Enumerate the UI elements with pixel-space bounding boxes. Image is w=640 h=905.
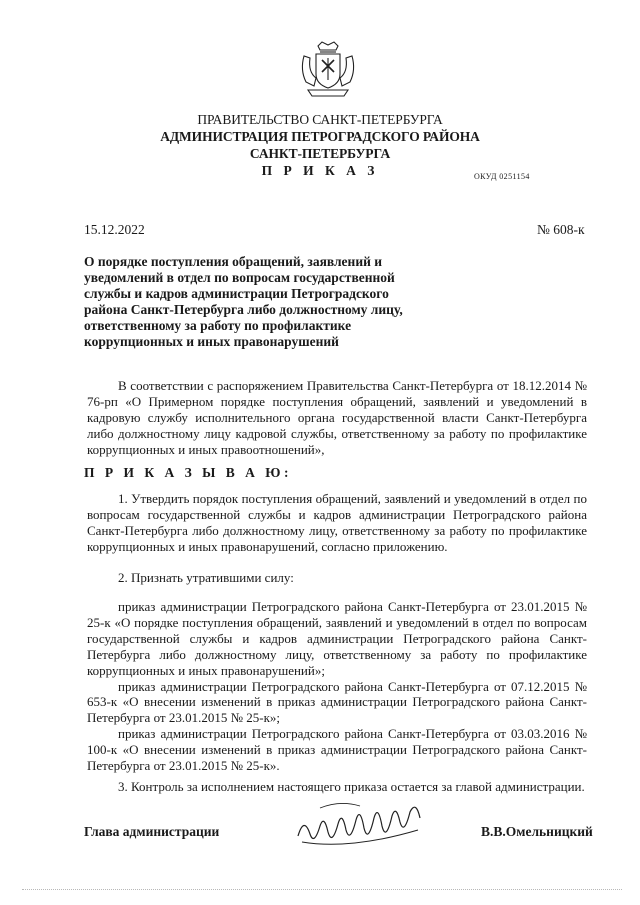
header-administration: АДМИНИСТРАЦИЯ ПЕТРОГРАДСКОГО РАЙОНА xyxy=(160,129,480,144)
header-city: САНКТ-ПЕТЕРБУРГА xyxy=(249,146,391,161)
item-1-text: 1. Утвердить порядок поступления обращений, заявлений и уведомлений в отдел по вопросам государственной службы и кадров администрации Петроградского района Санкт-Петербурга либо должностному лицу, ответственному за работу по профилактике коррупционных и иных правонарушений, согласно приложению. xyxy=(87,491,587,554)
repeal-3: приказ администрации Петроградского района Санкт-Петербурга от 03.03.2016 № 100-к «О внесении изменений в приказ администрации Петроградского района Санкт-Петербурга от 23.01.2015 № 25-к». xyxy=(87,726,587,774)
order-heading: П Р И К А З Ы В А Ю: xyxy=(84,465,292,480)
scan-footer-divider xyxy=(22,889,622,890)
signatory-position: Глава администрации xyxy=(84,824,220,839)
item-2 xyxy=(87,570,587,586)
signatory-name: В.В.Омельницкий xyxy=(481,824,593,839)
okud-code: ОКУД 0251154 xyxy=(474,172,530,181)
document-subject: О порядке поступления обращений, заявлений и уведомлений в отдел по вопросам государственной службы и кадров администрации Петроградского района Санкт-Петербурга либо должностному лицу, ответственному за работу по профилактике коррупционных и иных правонарушений xyxy=(84,254,403,349)
preamble xyxy=(87,378,587,458)
coat-of-arms-icon xyxy=(296,40,360,100)
item-3-text: 3. Контроль за исполнением настоящего приказа остается за главой администрации. xyxy=(118,779,585,794)
repeal-list xyxy=(87,599,587,774)
item-3 xyxy=(87,779,587,795)
document-number: № 608-к xyxy=(537,222,585,237)
repeal-2: приказ администрации Петроградского района Санкт-Петербурга от 07.12.2015 № 653-к «О внесении изменений в приказ администрации Петроградского района Санкт-Петербурга от 23.01.2015 № 25-к»; xyxy=(87,678,587,726)
document-type: П Р И К А З xyxy=(261,163,379,178)
header-government: ПРАВИТЕЛЬСТВО САНКТ-ПЕТЕРБУРГА xyxy=(197,112,443,127)
repeal-1: приказ администрации Петроградского района Санкт-Петербурга от 23.01.2015 № 25-к «О порядке поступления обращений, заявлений и уведомлений в отдел по вопросам государственной службы и кадров администрации Петроградского района Санкт-Петербурга либо должностному лицу, ответственному за работу по профилактике коррупционных и иных правонарушений»; xyxy=(87,599,587,678)
item-1 xyxy=(87,491,587,555)
handwritten-signature xyxy=(290,796,440,856)
item-2-text: 2. Признать утратившими силу: xyxy=(118,570,294,585)
preamble-text: В соответствии с распоряжением Правительства Санкт-Петербурга от 18.12.2014 № 76-рп «О Примерном порядке поступления обращений, заявлений и уведомлений в кадровую службу исполнительного органа государственной власти Санкт-Петербурга либо должностному лицу кадровой службы, ответственному за работу по профилактике коррупционных и иных правоотношений», xyxy=(87,378,587,457)
document-date: 15.12.2022 xyxy=(84,222,145,237)
